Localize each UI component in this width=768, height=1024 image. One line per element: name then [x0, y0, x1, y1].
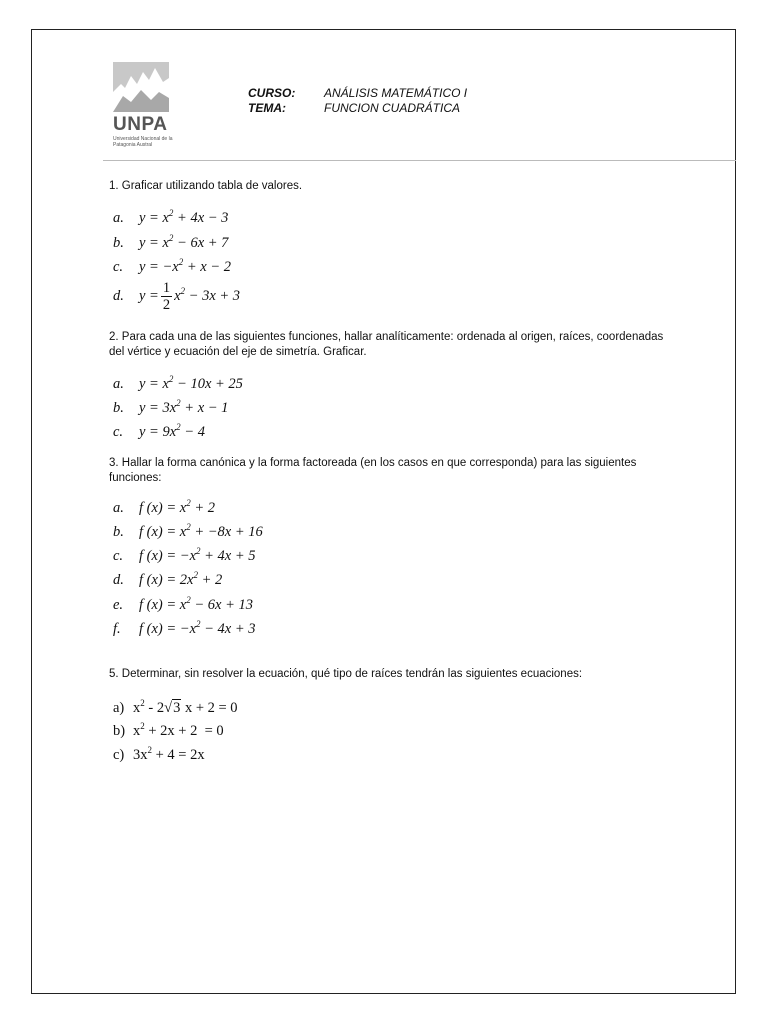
q1-item-c: c. $y = -x^2 + x - 2$	[113, 257, 231, 275]
q1-item-a: a. $y = x^2 + 4x - 3$	[113, 208, 229, 226]
header-divider	[103, 160, 736, 161]
q2-item-b: b. $y = 3x^2 + x - 1$	[113, 398, 229, 416]
course-value: ANÁLISIS MATEMÁTICO I	[324, 86, 468, 100]
q3-item-a: a. f $(x) = x^2 + 2$	[113, 498, 216, 516]
mountain-logo-icon	[113, 62, 169, 112]
q2-item-c: c. $y = 9x^2 - 4$	[113, 422, 205, 440]
question-3: 3. Hallar la forma canónica y la forma factoreada (en los casos en que corresponda) para las siguientes funciones:	[109, 457, 637, 484]
q3-item-b: b. f $(x) = x^2 + -8x + 16$	[113, 522, 263, 540]
question-1: 1. Graficar utilizando tabla de valores.	[109, 180, 303, 192]
sqrt-icon: √	[164, 699, 173, 716]
q3-item-e: e. f $(x) = x^2 - 6x + 13$	[113, 595, 253, 613]
q5-item-b: b) $x^2 + 2x + 2 = 0$	[113, 721, 224, 739]
question-5: 5. Determinar, sin resolver la ecuación, qué tipo de raíces tendrán las siguientes ecuaciones:	[109, 668, 583, 680]
unpa-logo	[113, 62, 173, 150]
q2-item-a: a. $y = x^2 - 10x + 25$	[113, 374, 243, 392]
q3-item-c: c. f $(x) = -x^2 + 4x + 5$	[113, 546, 256, 564]
topic-value: FUNCION CUADRÁTICA	[324, 101, 461, 115]
q5-item-c: c) $3x^2 + 4 = 2x$	[113, 745, 205, 763]
q1-item-b: b. $y = x^2 - 6x + 7$	[113, 233, 229, 251]
logo-subtitle: Universidad Nacional de la Patagonia Austral	[113, 136, 173, 148]
q1-item-d: d. y = $\frac{1}{2}$ $x^2 - 3x + 3$	[113, 280, 241, 313]
q3-item-d: d. f $(x) = 2x^2 + 2$	[113, 570, 223, 588]
logo-text: UNPA	[113, 114, 168, 135]
question-2: 2. Para cada una de las siguientes funciones, hallar analíticamente: ordenada al origen, raíces, coordenadas del vértice y ecuación del eje de simetría. Graficar.	[109, 331, 664, 358]
fraction: $\frac{1}{2}$	[162, 280, 171, 313]
topic-label: TEMA:	[248, 101, 286, 115]
course-header	[248, 86, 467, 116]
q3-item-f: f. f $(x) = -x^2 - 4x + 3$	[113, 619, 256, 637]
course-label: CURSO:	[248, 86, 296, 100]
q5-item-a: a) $x^2 - 2√3$ x + 2 = 0	[113, 698, 238, 716]
